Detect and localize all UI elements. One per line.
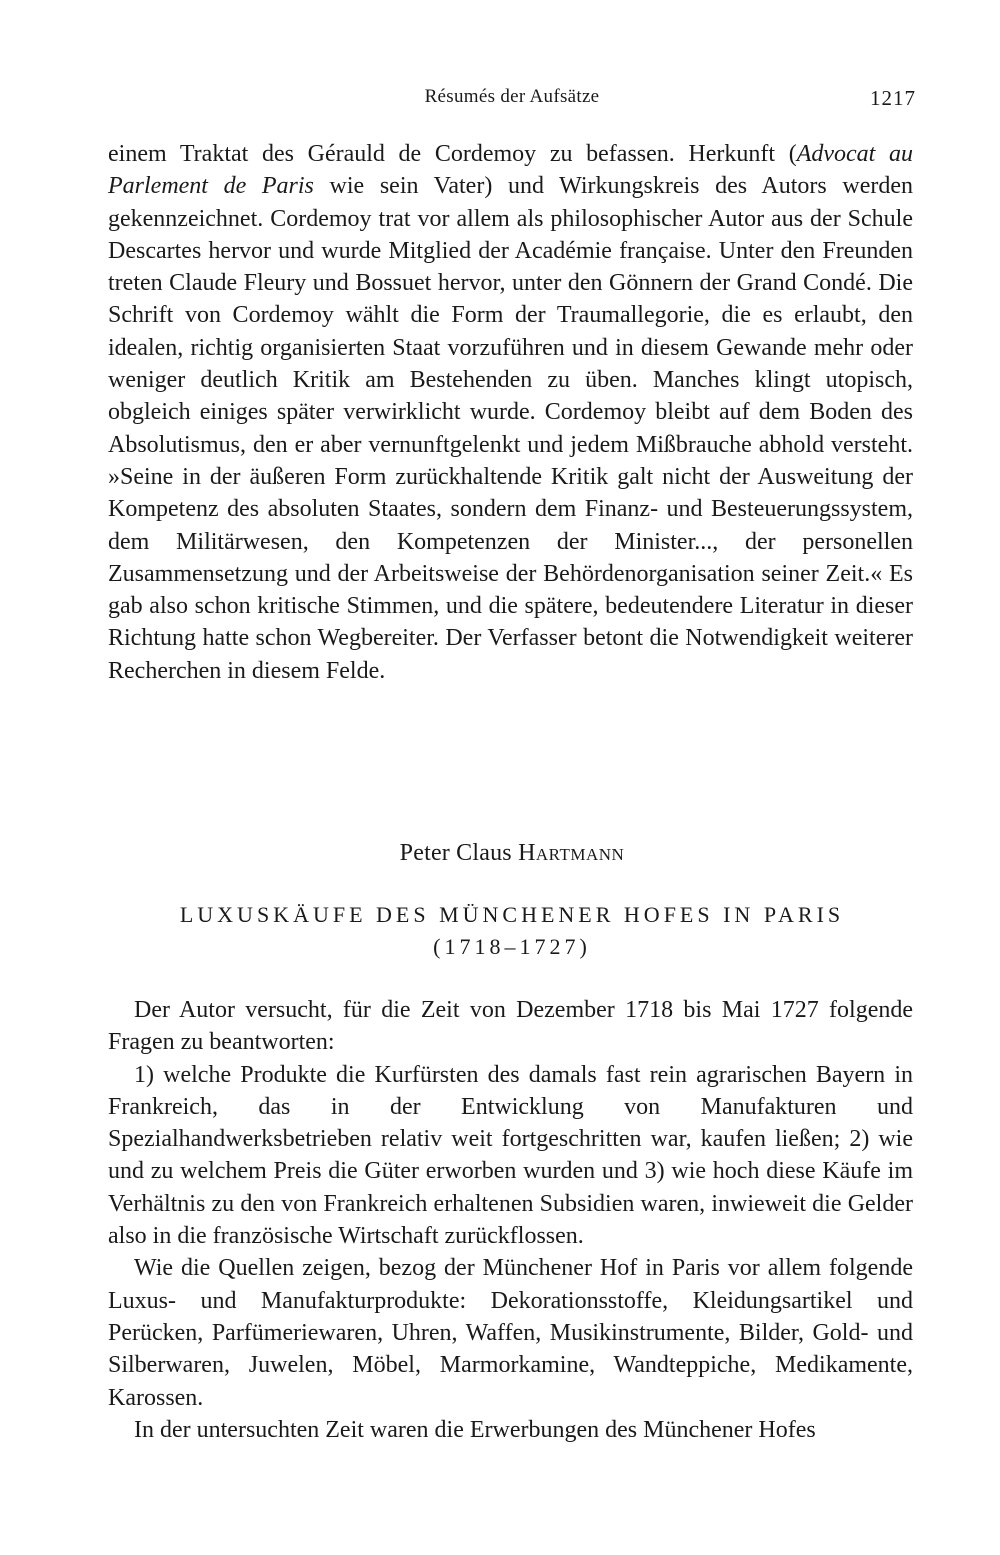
- running-head: [108, 86, 916, 112]
- author-surname: Hartmann: [518, 840, 625, 866]
- page-number: 1217: [870, 86, 916, 110]
- article-paragraph: Der Autor versucht, für die Zeit von Dezember 1718 bis Mai 1727 folgende Fragen zu beantworten:: [108, 997, 913, 1056]
- article-paragraph: 1) welche Produkte die Kurfürsten des damals fast rein agrarischen Bayern in Frankreich, das in der Entwicklung von Manufakturen und Spezialhandwerksbetrieben relativ weit fortgeschritten war, kaufen ließen; 2) wie und zu welchem Preis die Güter erworben wurden und 3) wie hoch diese Käufe im Verhältnis zu den von Frankreich erhaltenen Subsidien waren, inwieweit die Gelder also in die französische Wirtschaft zurückflossen.: [108, 1061, 913, 1250]
- article-title-line: LUXUSKÄUFE DES MÜNCHENER HOFES IN PARIS: [179, 902, 845, 927]
- paragraph-text: einem Traktat des Gérauld de Cordemoy zu befassen. Herkunft (: [108, 141, 797, 167]
- author-first-name: Peter Claus: [399, 840, 519, 866]
- article-title: [108, 899, 916, 963]
- italic-phrase: Advocat au Parlement de Paris: [108, 141, 914, 200]
- article-title-years: (1718–1727): [433, 934, 591, 959]
- article-body: [108, 994, 913, 1446]
- article-author: [108, 840, 916, 867]
- running-head-title: Résumés der Aufsätze: [424, 86, 600, 107]
- article-paragraph: Wie die Quellen zeigen, bezog der Münchener Hof in Paris vor allem folgende Luxus- und Manufakturprodukte: Dekorationsstoffe, Kleidungsartikel und Perücken, Parfümeriewaren, Uhren, Waffen, Musikinstrumente, Bilder, Gold- und Silberwaren, Juwelen, Möbel, Marmorkamine, Wandteppiche, Medikamente, Karossen.: [108, 1255, 913, 1411]
- article-paragraph: In der untersuchten Zeit waren die Erwerbungen des Münchener Hofes: [134, 1416, 816, 1443]
- previous-article-paragraph: [108, 138, 913, 687]
- paragraph-text: wie sein Vater) und Wirkungskreis des Autors werden gekennzeichnet. Cordemoy trat vor allem als philosophischer Autor aus der Schule Descartes hervor und wurde Mitglied der Académie française. Unter den Freunden treten Claude Fleury und Bossuet hervor, unter den Gönnern der Grand Condé. Die Schrift von Cordemoy wählt die Form der Traumallegorie, die es erlaubt, den idealen, richtig organisierten Staat vorzuführen und in diesem Gewande mehr oder weniger deutlich Kritik am Bestehenden zu üben. Manches klingt utopisch, obgleich einiges später verwirklicht wurde. Cordemoy bleibt auf dem Boden des Absolutismus, den er aber vernunftgelenkt und jedem Mißbrauche abhold versteht. »Seine in der äußeren Form zurückhaltende Kritik galt nicht der Ausweitung der Kompetenz des absoluten Staates, sondern dem Finanz- und Besteuerungssystem, dem Militärwesen, den Kompetenzen der Minister..., der personellen Zusammensetzung und der Arbeitsweise der Behördenorganisation seiner Zeit.« Es gab also schon kritische Stimmen, und die spätere, bedeutendere Literatur in dieser Richtung hatte schon Wegbereiter. Der Verfasser betont die Notwendigkeit weiterer Recherchen in diesem Felde.: [108, 173, 914, 684]
